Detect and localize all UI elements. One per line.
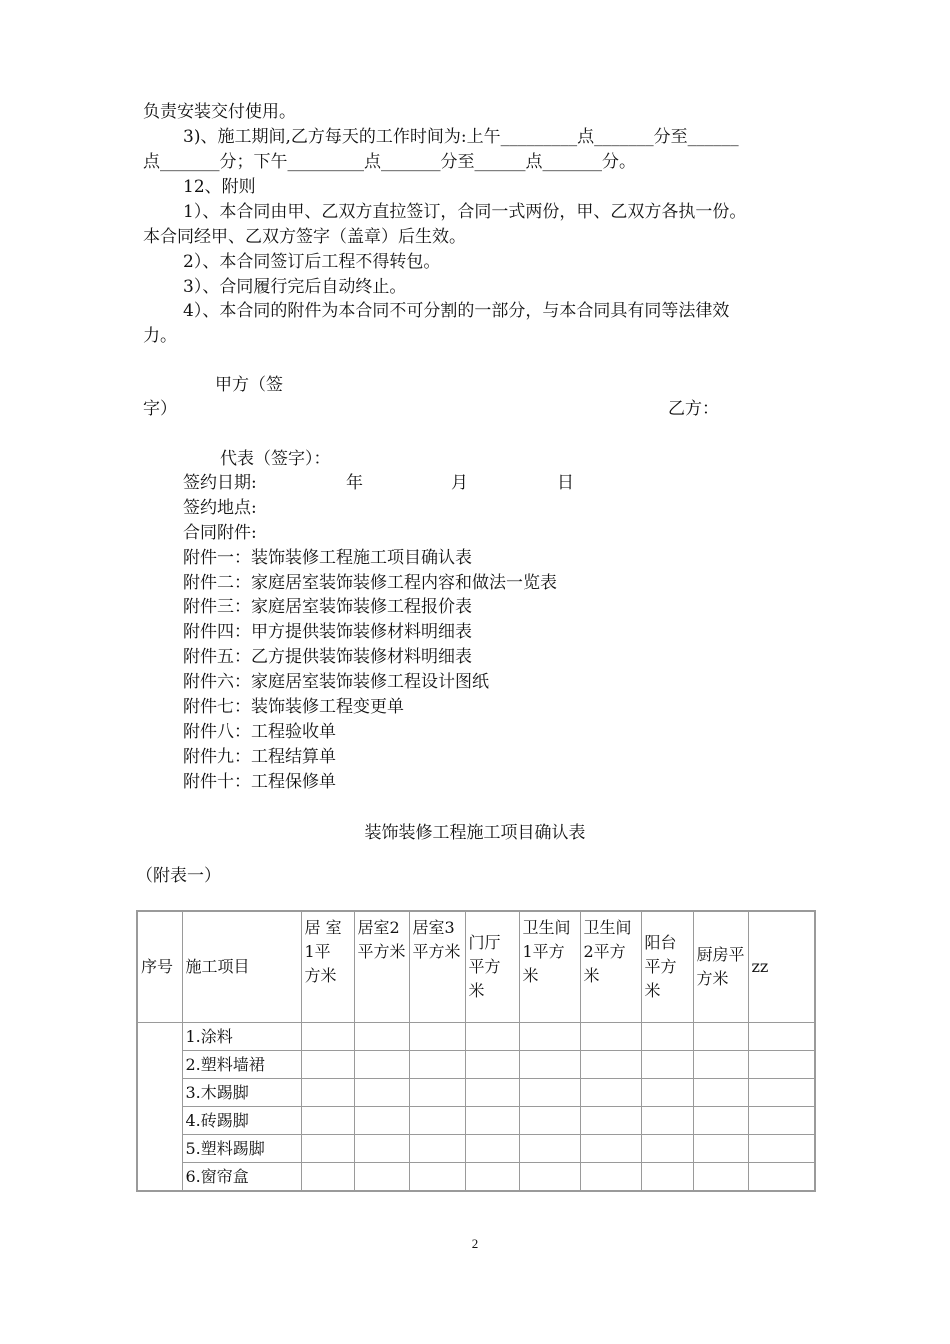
table-header-row: [137, 911, 815, 1023]
text-line: 3)、施工期间,乙方每天的工作时间为:上午_________点_______分至______: [183, 127, 739, 147]
header-cell: 卫生间1平方米: [519, 911, 580, 1023]
text-line: 12、附则: [183, 177, 256, 197]
area-cell: [748, 1051, 815, 1079]
area-cell: [354, 1079, 409, 1107]
area-cell: [354, 1023, 409, 1051]
header-cell: 门厅平方米: [465, 911, 519, 1023]
area-cell: [409, 1051, 465, 1079]
project-item-cell: 6.窗帘盒: [182, 1163, 301, 1192]
table-row: [137, 1023, 815, 1051]
area-cell: [519, 1023, 580, 1051]
text-line: 合同附件:: [183, 523, 257, 543]
header-cell: 居 室1平 方米: [301, 911, 354, 1023]
area-cell: [641, 1023, 693, 1051]
header-cell: 居室3平方米: [409, 911, 465, 1023]
text-line: 附件四：甲方提供装饰装修材料明细表: [183, 622, 472, 642]
seq-cell: [137, 1023, 182, 1192]
area-cell: [409, 1163, 465, 1192]
text-line: 附件九：工程结算单: [183, 747, 336, 767]
text-line: 附件五：乙方提供装饰装修材料明细表: [183, 647, 472, 667]
text-line: 负责安装交付使用。: [143, 102, 296, 122]
table-row: [137, 1163, 815, 1192]
project-confirmation-table: [136, 910, 816, 1192]
area-cell: [580, 1023, 641, 1051]
text-line: 附件七：装饰装修工程变更单: [183, 697, 404, 717]
area-cell: [465, 1051, 519, 1079]
area-cell: [580, 1079, 641, 1107]
header-cell: 序号: [137, 911, 182, 1023]
area-cell: [301, 1051, 354, 1079]
area-cell: [465, 1107, 519, 1135]
area-cell: [641, 1079, 693, 1107]
area-cell: [641, 1107, 693, 1135]
area-cell: [409, 1135, 465, 1163]
text-line: 点_______分；下午_________点_______分至______点_______分。: [143, 152, 636, 172]
text-line: 2）、本合同签订后工程不得转包。: [183, 252, 441, 272]
area-cell: [301, 1079, 354, 1107]
area-cell: [748, 1163, 815, 1192]
area-cell: [519, 1079, 580, 1107]
area-cell: [301, 1135, 354, 1163]
area-cell: [465, 1079, 519, 1107]
area-cell: [693, 1163, 748, 1192]
table-row: [137, 1135, 815, 1163]
text-line: 附件八：工程验收单: [183, 722, 336, 742]
project-item-cell: 3.木踢脚: [182, 1079, 301, 1107]
text-line: 附件二：家庭居室装饰装修工程内容和做法一览表: [183, 573, 557, 593]
text-line: 附件六：家庭居室装饰装修工程设计图纸: [183, 672, 489, 692]
area-cell: [409, 1107, 465, 1135]
table-row: [137, 1079, 815, 1107]
text-line: 3）、合同履行完后自动终止。: [183, 277, 407, 297]
area-cell: [354, 1135, 409, 1163]
area-cell: [693, 1023, 748, 1051]
area-cell: [301, 1163, 354, 1192]
area-cell: [748, 1023, 815, 1051]
text-line: 年: [346, 473, 363, 493]
project-item-cell: 4.砖踢脚: [182, 1107, 301, 1135]
text-line: 力。: [143, 326, 177, 346]
text-line: 4）、本合同的附件为本合同不可分割的一部分，与本合同具有同等法律效: [183, 301, 730, 321]
header-cell: 居室2平方米: [354, 911, 409, 1023]
area-cell: [693, 1051, 748, 1079]
table-row: [137, 1107, 815, 1135]
area-cell: [641, 1163, 693, 1192]
area-cell: [519, 1051, 580, 1079]
table-title: 装饰装修工程施工项目确认表: [364, 823, 586, 843]
area-cell: [465, 1135, 519, 1163]
text-line: 签约地点:: [183, 498, 257, 518]
area-cell: [580, 1051, 641, 1079]
area-cell: [301, 1023, 354, 1051]
header-cell: 卫生间2平方米: [580, 911, 641, 1023]
area-cell: [641, 1051, 693, 1079]
project-item-cell: 5.塑料踢脚: [182, 1135, 301, 1163]
text-line: 附件一：装饰装修工程施工项目确认表: [183, 548, 472, 568]
area-cell: [748, 1079, 815, 1107]
area-cell: [354, 1163, 409, 1192]
area-cell: [465, 1023, 519, 1051]
area-cell: [641, 1135, 693, 1163]
area-cell: [748, 1135, 815, 1163]
text-line: 字）: [143, 399, 177, 419]
area-cell: [580, 1135, 641, 1163]
area-cell: [354, 1107, 409, 1135]
text-line: 月: [451, 473, 468, 493]
text-line: （附表一）: [136, 866, 221, 886]
header-cell: zz: [748, 911, 815, 1023]
area-cell: [409, 1079, 465, 1107]
header-cell: 施工项目: [182, 911, 301, 1023]
header-cell: 厨房平方米: [693, 911, 748, 1023]
area-cell: [519, 1163, 580, 1192]
text-line: 1）、本合同由甲、乙双方直拉签订，合同一式两份，甲、乙双方各执一份。: [183, 202, 747, 222]
table-row: [137, 1051, 815, 1079]
area-cell: [409, 1023, 465, 1051]
area-cell: [301, 1107, 354, 1135]
project-item-cell: 2.塑料墙裙: [182, 1051, 301, 1079]
area-cell: [693, 1135, 748, 1163]
area-cell: [519, 1107, 580, 1135]
area-cell: [748, 1107, 815, 1135]
area-cell: [354, 1051, 409, 1079]
area-cell: [693, 1079, 748, 1107]
text-line: 附件三：家庭居室装饰装修工程报价表: [183, 597, 472, 617]
area-cell: [693, 1107, 748, 1135]
text-line: 签约日期:: [183, 473, 257, 493]
area-cell: [519, 1135, 580, 1163]
text-line: 代表（签字）：: [220, 449, 331, 469]
page-number: 2: [471, 1236, 479, 1251]
area-cell: [465, 1163, 519, 1192]
text-line: 甲方（签: [215, 375, 283, 395]
text-line: 本合同经甲、乙双方签字（盖章）后生效。: [143, 227, 466, 247]
text-line: 乙方：: [668, 399, 719, 419]
text-line: 日: [557, 473, 574, 493]
text-line: 附件十：工程保修单: [183, 772, 336, 792]
project-item-cell: 1.涂料: [182, 1023, 301, 1051]
header-cell: 阳台平方米: [641, 911, 693, 1023]
area-cell: [580, 1107, 641, 1135]
area-cell: [580, 1163, 641, 1192]
